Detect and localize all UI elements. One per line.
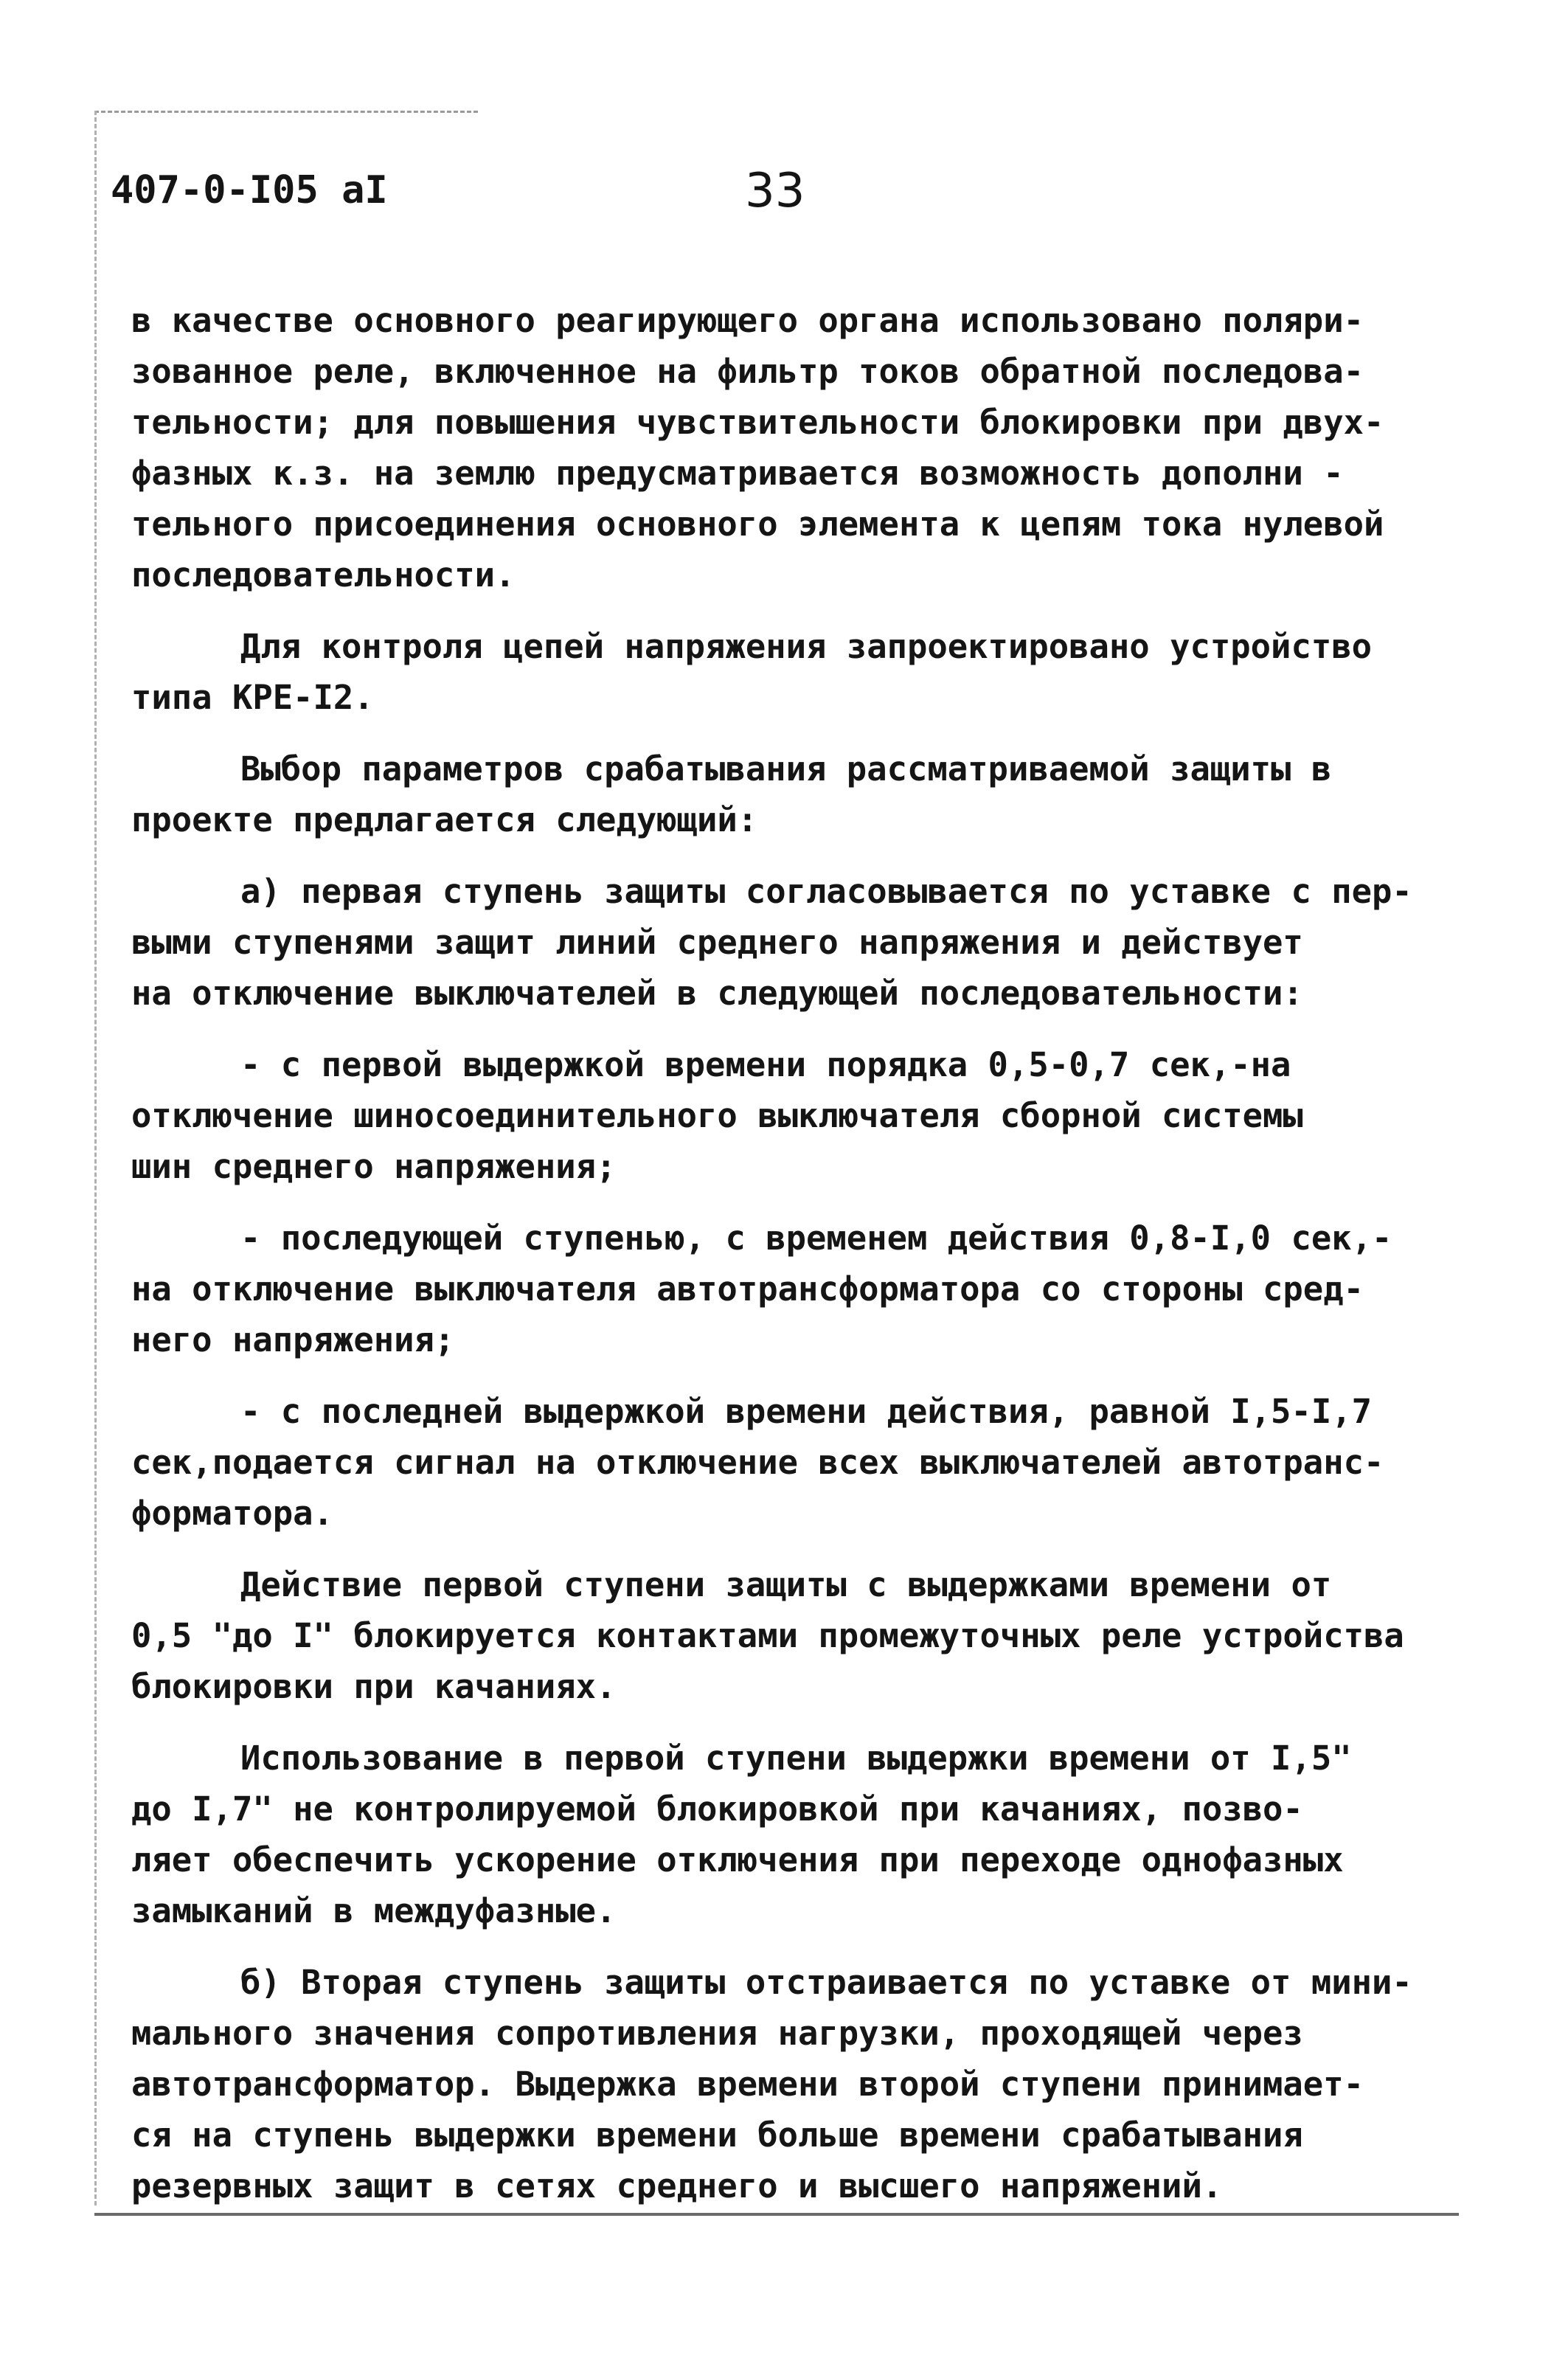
text-line: на отключение выключателей в следующей последовательности: [131,974,1303,1013]
text-line: на отключение выключателя автотрансформатора со стороны сред- [131,1269,1364,1309]
text-line: последовательности. [131,555,516,595]
document-body [131,295,1488,2211]
text-line: зованное реле, включенное на фильтр токов обратной последова- [131,352,1364,391]
text-line: тельного присоединения основного элемента к цепям тока нулевой [131,505,1384,544]
text-line: - с последней выдержкой времени действия, равной I,5-I,7 [240,1392,1373,1431]
text-line: него напряжения; [131,1320,455,1359]
text-line: фазных к.з. на землю предусматривается возможность дополни - [131,454,1344,493]
paragraph-10 [131,1957,1488,2211]
paragraph-1 [131,295,1488,600]
text-line: в качестве основного реагирующего органа использовано поляри- [131,301,1364,340]
text-line: Действие первой ступени защиты с выдержками времени от [240,1565,1332,1604]
text-line: Для контроля цепей напряжения запроектировано устройство [240,627,1373,666]
text-line: проекте предлагается следующий: [131,800,758,839]
scan-border-top [94,111,478,113]
paragraph-3 [131,744,1488,845]
page-number: 33 [745,164,805,218]
text-line: Использование в первой ступени выдержки времени от I,5" [240,1739,1352,1778]
document-code: 407-0-I05 aI [111,168,388,212]
page-header [111,164,1512,227]
text-line: типа КРЕ-I2. [131,678,374,717]
text-line: мального значения сопротивления нагрузки, проходящей через [131,2014,1303,2053]
text-line: - с первой выдержкой времени порядка 0,5-0,7 сек,-на [240,1045,1291,1084]
paragraph-6 [131,1213,1488,1365]
paragraph-7 [131,1386,1488,1539]
text-line: - последующей ступенью, с временем действия 0,8-I,0 сек,- [240,1219,1392,1258]
text-line: тельности; для повышения чувствительности блокировки при двух- [131,403,1384,442]
paragraph-4 [131,866,1488,1019]
text-line: до I,7" не контролируемой блокировкой при качаниях, позво- [131,1789,1303,1829]
text-line: шин среднего напряжения; [131,1147,617,1186]
text-line: 0,5 "до I" блокируется контактами промежуточных реле устройства [131,1616,1404,1655]
text-line: ся на ступень выдержки времени больше времени срабатывания [131,2115,1303,2155]
paragraph-2 [131,621,1488,723]
text-line: отключение шиносоединительного выключателя сборной системы [131,1096,1303,1135]
paragraph-9 [131,1733,1488,1936]
text-line: Выбор параметров срабатывания рассматриваемой защиты в [240,749,1332,789]
paragraph-8 [131,1559,1488,1712]
text-line: выми ступенями защит линий среднего напряжения и действует [131,923,1303,962]
scan-border-bottom [94,2213,1459,2216]
text-line: блокировки при качаниях. [131,1667,617,1706]
text-line: резервных защит в сетях среднего и высшего напряжений. [131,2166,1223,2205]
text-line: сек,подается сигнал на отключение всех выключателей автотранс- [131,1443,1384,1482]
text-line: автотрансформатор. Выдержка времени второй ступени принимает- [131,2065,1364,2104]
paragraph-5 [131,1039,1488,1192]
text-line: ляет обеспечить ускорение отключения при переходе однофазных [131,1840,1344,1879]
text-line: форматора. [131,1494,333,1533]
text-line: замыканий в междуфазные. [131,1891,617,1930]
text-line: а) первая ступень защиты согласовывается по уставке с пер- [240,872,1412,911]
text-line: б) Вторая ступень защиты отстраивается по уставке от мини- [240,1963,1412,2002]
scan-border-left [94,111,97,2205]
